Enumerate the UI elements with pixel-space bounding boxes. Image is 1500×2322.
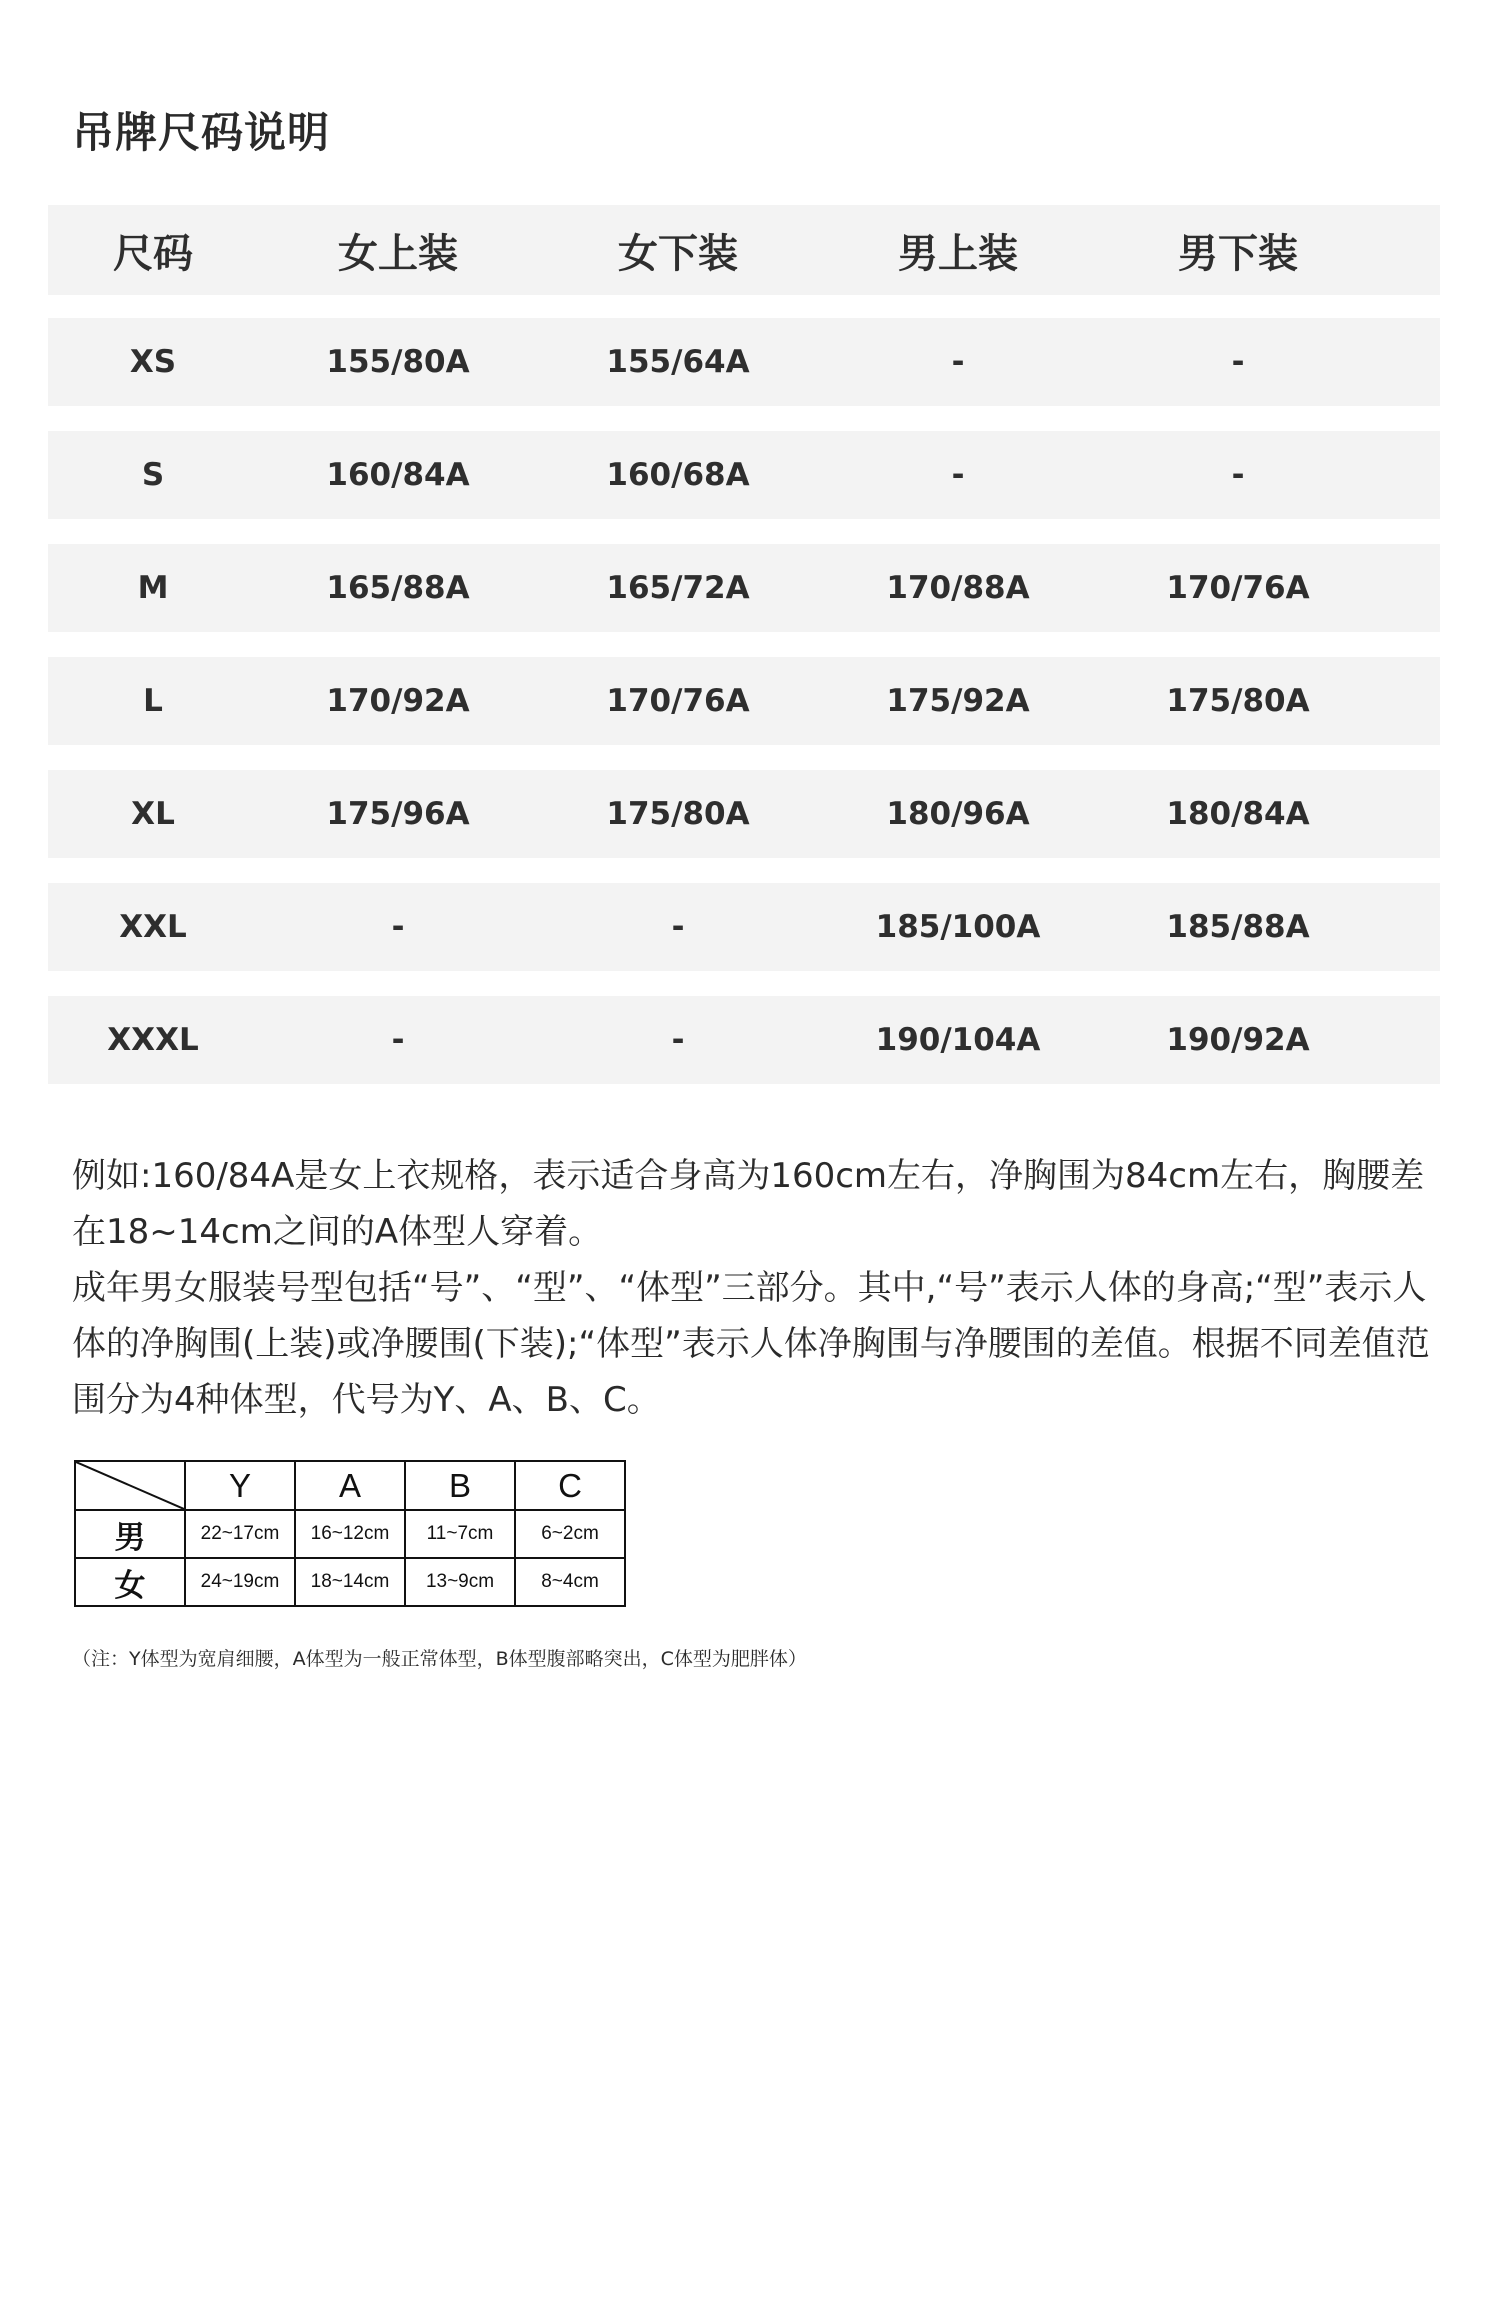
size-table-header <box>48 205 1440 295</box>
table-cell: 170/88A <box>886 570 1030 606</box>
table-cell: 165/72A <box>606 570 750 606</box>
size-label: XS <box>129 344 177 380</box>
header-cell-men-top: 男上装 <box>898 230 1018 277</box>
size-table <box>48 205 1440 1109</box>
table-cell: - <box>671 1022 685 1058</box>
table-row <box>48 657 1440 745</box>
table-cell: 11~7cm <box>405 1510 515 1558</box>
description-explanation: 成年男女服装号型包括“号”、“型”、“体型”三部分。其中,“号”表示人体的身高;“型”表示人体的净胸围(上装)或净腰围(下装);“体型”表示人体净胸围与净腰围的差值。根据不同差值范围分为4种体型，代号为Y、A、B、C。 <box>72 1268 1430 1420</box>
table-cell: 155/80A <box>326 344 470 380</box>
table-cell: 170/92A <box>326 683 470 719</box>
table-row <box>48 318 1440 406</box>
table-row <box>75 1558 625 1606</box>
table-row <box>48 544 1440 632</box>
table-cell: 160/84A <box>326 457 470 493</box>
table-cell: 18~14cm <box>295 1558 405 1606</box>
gender-label-male: 男 <box>75 1510 185 1558</box>
size-label: XXXL <box>107 1022 199 1058</box>
body-type-col-a: A <box>295 1461 405 1510</box>
table-cell: - <box>1231 457 1245 493</box>
table-cell: 180/96A <box>886 796 1030 832</box>
table-cell: - <box>1231 344 1245 380</box>
table-cell: - <box>391 1022 405 1058</box>
table-cell: 175/80A <box>606 796 750 832</box>
body-type-table <box>74 1460 626 1607</box>
table-row <box>75 1510 625 1558</box>
table-row <box>48 770 1440 858</box>
table-cell: 185/100A <box>875 909 1041 945</box>
gender-label-female: 女 <box>75 1558 185 1606</box>
body-type-col-c: C <box>515 1461 625 1510</box>
size-label: S <box>141 457 165 493</box>
header-cell-women-top: 女上装 <box>338 230 458 277</box>
description-example: 例如:160/84A是女上衣规格，表示适合身高为160cm左右，净胸围为84cm左右，胸腰差在18~14cm之间的A体型人穿着。 <box>72 1156 1425 1252</box>
body-type-col-y: Y <box>185 1461 295 1510</box>
table-row <box>48 996 1440 1084</box>
table-cell: 175/96A <box>326 796 470 832</box>
table-cell: - <box>391 909 405 945</box>
table-cell: 6~2cm <box>515 1510 625 1558</box>
diagonal-divider-icon <box>76 1462 184 1509</box>
size-label: M <box>137 570 169 606</box>
table-cell: 185/88A <box>1166 909 1310 945</box>
table-cell: 170/76A <box>1166 570 1310 606</box>
table-cell: 175/92A <box>886 683 1030 719</box>
table-cell: 170/76A <box>606 683 750 719</box>
table-row <box>48 431 1440 519</box>
size-label: XXL <box>119 909 187 945</box>
table-row <box>48 883 1440 971</box>
table-cell: 13~9cm <box>405 1558 515 1606</box>
size-description <box>72 1148 1442 1428</box>
body-type-note: （注：Y体型为宽肩细腰，A体型为一般正常体型，B体型腹部略突出，C体型为肥胖体） <box>72 1648 807 1670</box>
table-cell: - <box>951 457 965 493</box>
size-label: L <box>143 683 163 719</box>
table-cell: 155/64A <box>606 344 750 380</box>
body-type-col-b: B <box>405 1461 515 1510</box>
size-label: XL <box>131 796 175 832</box>
header-cell-size: 尺码 <box>113 230 193 277</box>
body-type-header-row <box>75 1461 625 1510</box>
header-cell-women-bottom: 女下装 <box>618 230 738 277</box>
corner-cell <box>75 1461 185 1510</box>
table-cell: 24~19cm <box>185 1558 295 1606</box>
page-title: 吊牌尺码说明 <box>72 108 331 157</box>
table-cell: 160/68A <box>606 457 750 493</box>
table-cell: 16~12cm <box>295 1510 405 1558</box>
table-cell: 22~17cm <box>185 1510 295 1558</box>
table-cell: - <box>671 909 685 945</box>
table-cell: - <box>951 344 965 380</box>
table-cell: 190/92A <box>1166 1022 1310 1058</box>
header-cell-men-bottom: 男下装 <box>1178 230 1298 277</box>
table-cell: 175/80A <box>1166 683 1310 719</box>
table-cell: 8~4cm <box>515 1558 625 1606</box>
table-cell: 165/88A <box>326 570 470 606</box>
table-cell: 190/104A <box>875 1022 1041 1058</box>
table-cell: 180/84A <box>1166 796 1310 832</box>
